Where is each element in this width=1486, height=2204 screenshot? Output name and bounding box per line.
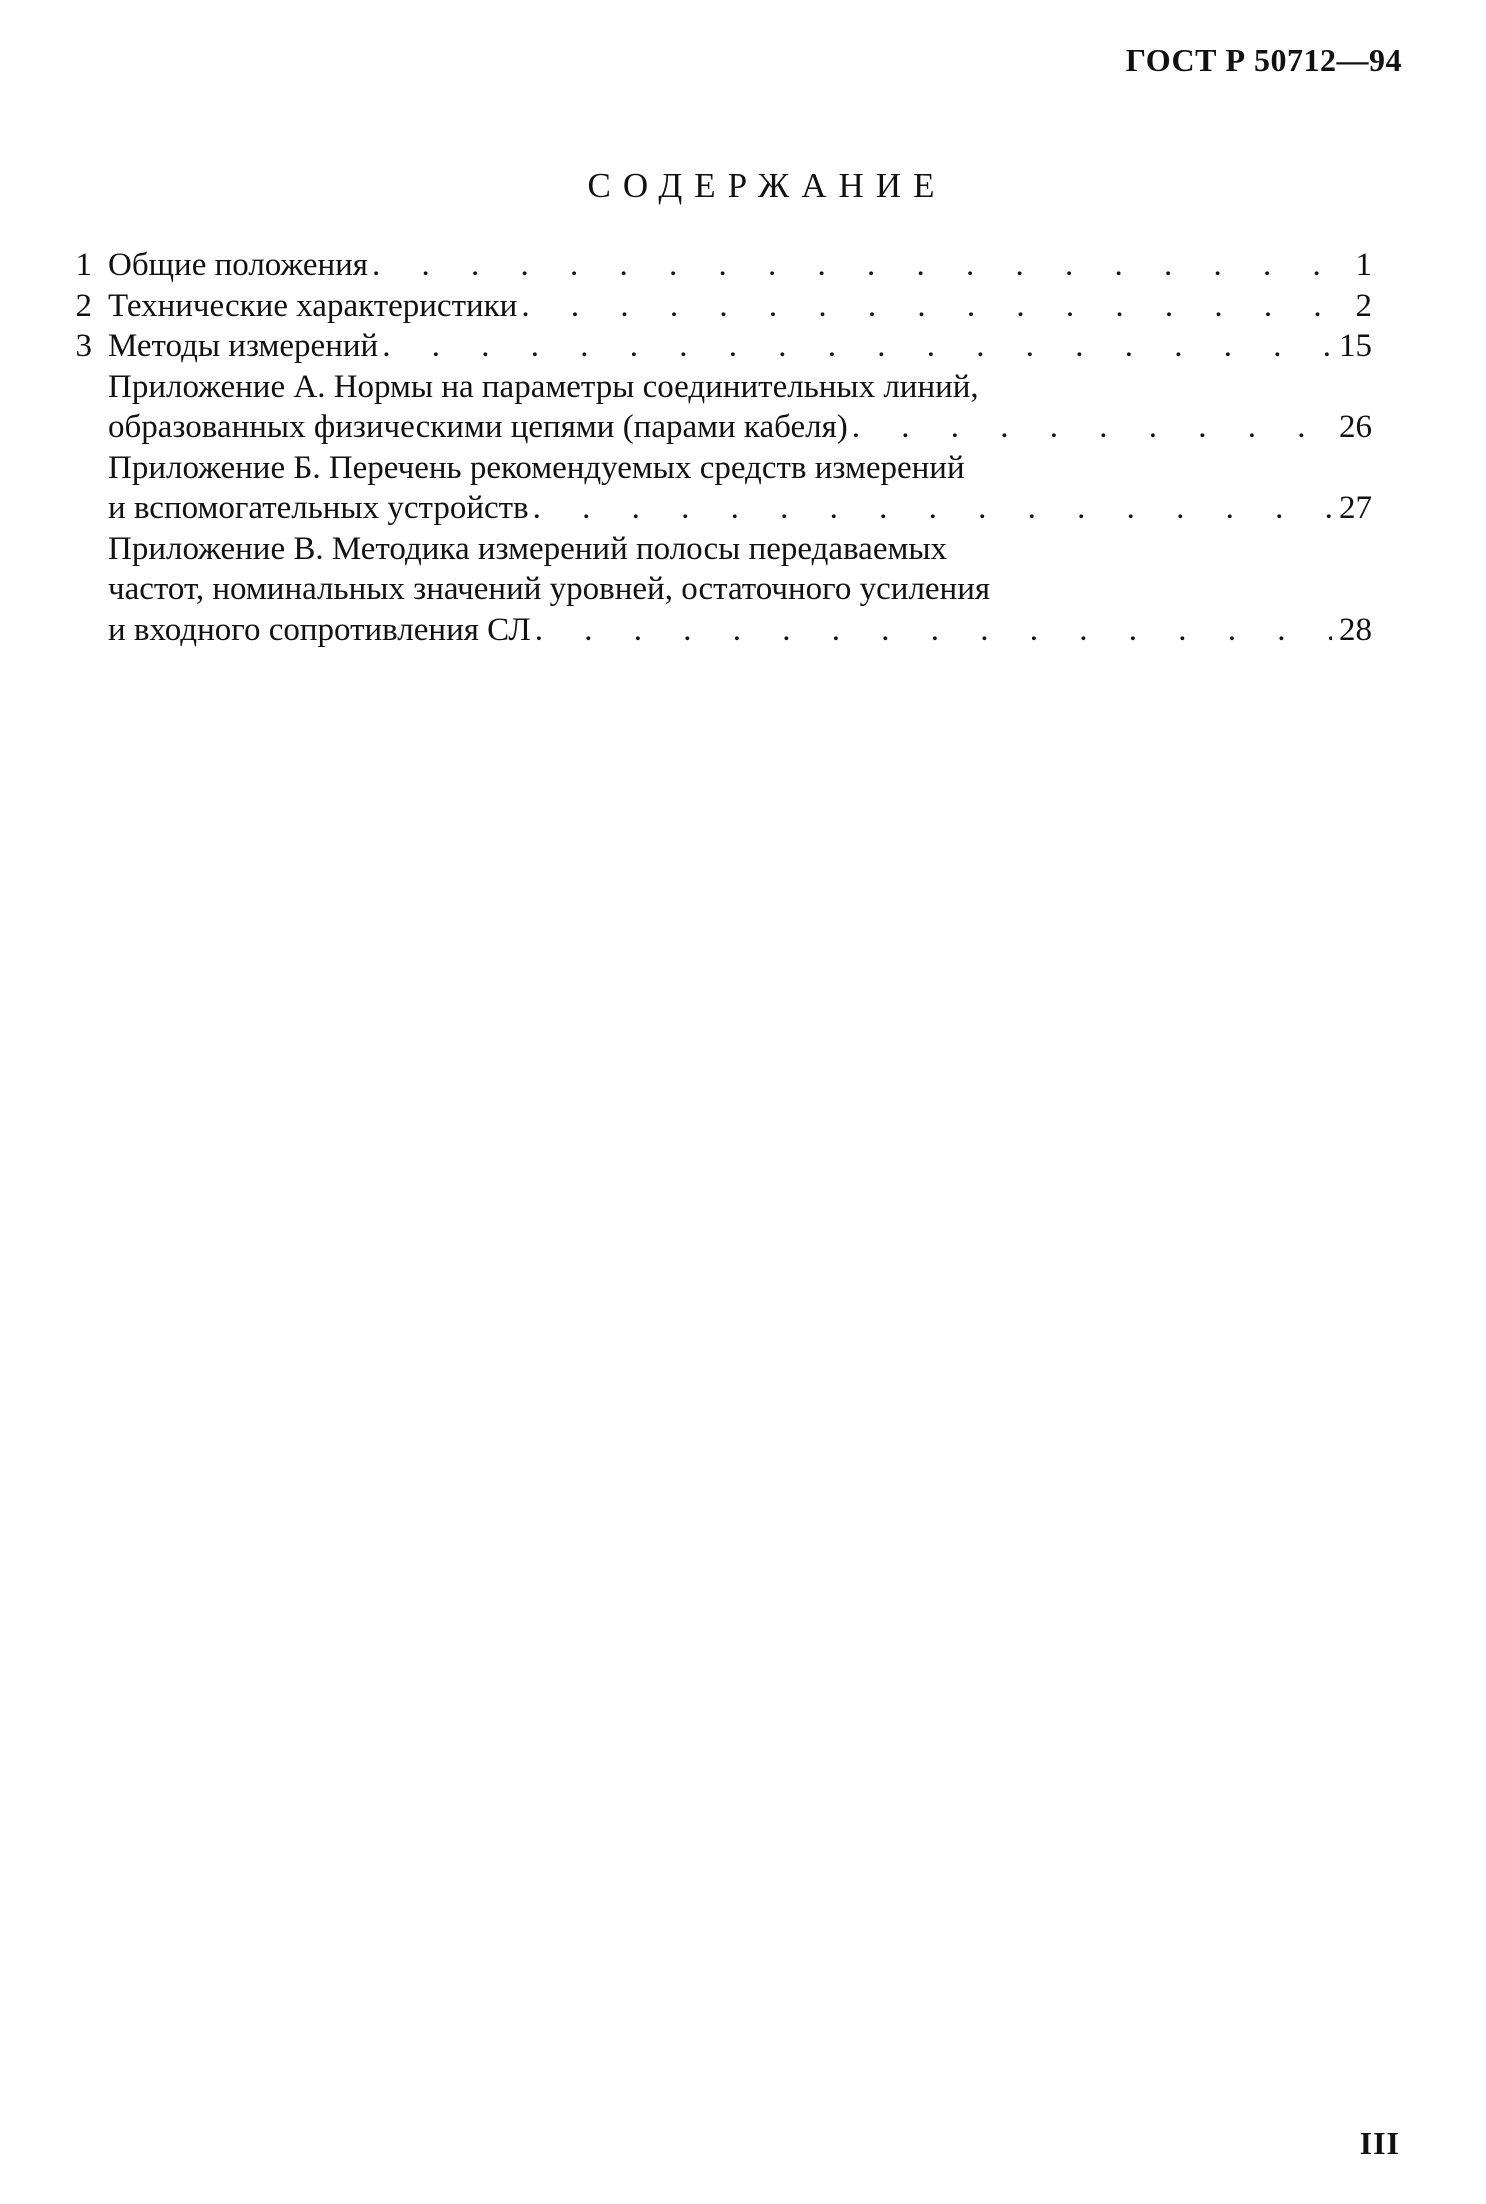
toc-entry-page: 27 [1339,490,1372,526]
toc-entry-1[interactable] [64,245,1372,286]
toc-entry-number: 2 [75,287,92,324]
toc-entry-number: 3 [75,328,92,364]
toc-entry-page: 2 [1355,287,1372,324]
toc-title: СОДЕРЖАНИЕ [587,166,947,205]
dot-leader [372,245,1332,286]
page-header: ГОСТ Р 50712—94 [1125,42,1402,78]
toc-entry-page: 1 [1355,247,1372,283]
toc-entry-title: Приложение Б. Перечень рекомендуемых средств измерений [108,449,965,486]
toc-entry-title-continued: и входного сопротивления СЛ [108,611,531,648]
toc-entry-title-continued: частот, номинальных значений уровней, остаточного усиления [108,571,991,607]
toc-entry-page: 28 [1339,611,1372,648]
toc-entry-title: Общие положения [108,247,368,283]
toc-entry-3[interactable] [64,326,1372,367]
toc-entry-appendix-b[interactable] [64,448,1372,529]
dot-leader [852,407,1332,448]
toc-entry-2[interactable] [64,286,1372,327]
toc-entry-title: Технические характеристики [108,287,518,324]
toc-entry-title-continued: образованных физическими цепями (парами кабеля) [108,409,848,445]
toc-entry-title: Приложение А. Нормы на параметры соединительных линий, [108,368,979,405]
toc-entry-appendix-a[interactable] [64,367,1372,448]
dot-leader [521,286,1332,327]
toc-entry-title: Приложение В. Методика измерений полосы передаваемых [108,530,948,567]
toc-entry-number: 1 [75,247,92,283]
toc-entry-appendix-v[interactable] [64,529,1372,651]
toc-entry-page: 26 [1339,409,1372,445]
toc-entry-title: Методы измерений [108,328,379,364]
toc-entry-page: 15 [1339,328,1372,364]
dot-leader [533,488,1332,529]
table-of-contents [64,245,1372,650]
dot-leader [535,610,1332,651]
page-number: III [1359,2125,1400,2161]
toc-entry-title-continued: и вспомогательных устройств [108,490,529,526]
dot-leader [382,326,1332,367]
